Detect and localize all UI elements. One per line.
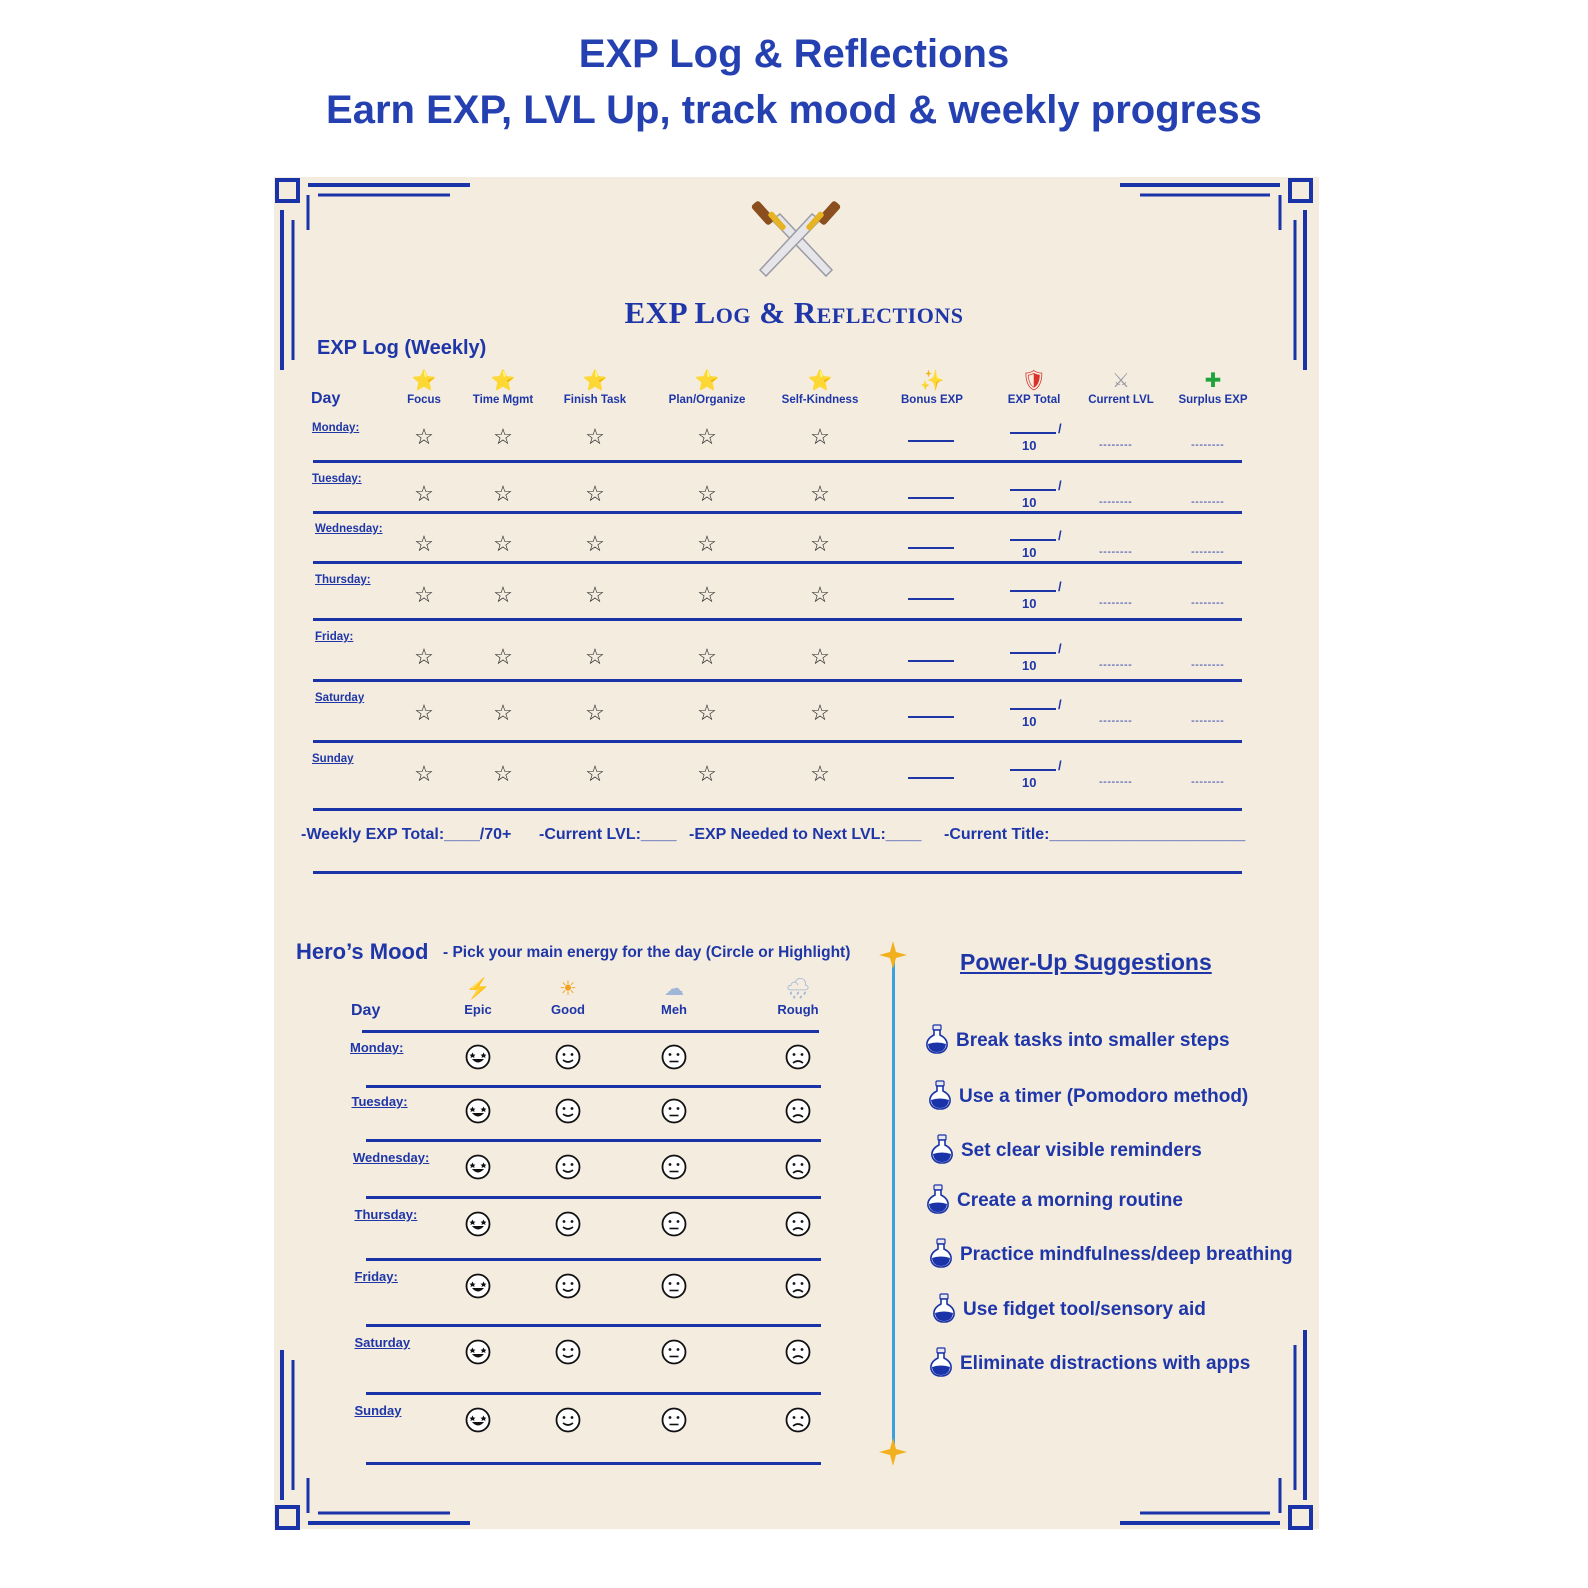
mood-title: Hero’s Mood [296, 939, 429, 964]
star-checkbox[interactable]: ☆ [697, 700, 717, 725]
mood-rough-face-icon[interactable] [785, 1154, 811, 1180]
mood-good-face-icon[interactable] [555, 1044, 581, 1070]
star-checkbox[interactable]: ☆ [414, 700, 434, 725]
star-checkbox[interactable]: ☆ [810, 424, 830, 449]
exp-day-label: Monday: [312, 422, 360, 434]
star-checkbox[interactable]: ☆ [697, 644, 717, 669]
star-checkbox[interactable]: ☆ [585, 582, 605, 607]
mood-rough-face-icon[interactable] [785, 1407, 811, 1433]
powerup-item: Practice mindfulness/deep breathing [960, 1244, 1293, 1265]
mood-header-meh: Meh [661, 1002, 687, 1017]
exp-total-blank[interactable] [1010, 708, 1056, 710]
column-icon-3: ⭐ [694, 370, 720, 392]
column-icon-4: ⭐ [807, 370, 833, 392]
exp-log-title: EXP Log (Weekly) [317, 337, 487, 359]
crossed-swords-icon [750, 190, 842, 282]
star-checkbox[interactable]: ☆ [697, 582, 717, 607]
mood-header-divider [362, 1030, 819, 1033]
star-checkbox[interactable]: ☆ [697, 531, 717, 556]
mood-rough-face-icon[interactable] [785, 1273, 811, 1299]
mood-day-label: Friday: [354, 1269, 398, 1284]
mood-rough-face-icon[interactable] [785, 1211, 811, 1237]
mood-good-face-icon[interactable] [555, 1273, 581, 1299]
star-checkbox[interactable]: ☆ [493, 582, 513, 607]
mood-icon-meh: ☁ [664, 978, 684, 1000]
star-checkbox[interactable]: ☆ [810, 761, 830, 786]
current-lvl-blank[interactable]: -------- [1099, 546, 1133, 558]
bonus-exp-blank[interactable] [908, 777, 954, 779]
star-checkbox[interactable]: ☆ [810, 700, 830, 725]
mood-day-header: Day [351, 1002, 381, 1019]
column-header-current-lvl: Current LVL [1088, 394, 1154, 406]
mood-meh-face-icon[interactable] [661, 1273, 687, 1299]
mood-good-face-icon[interactable] [555, 1211, 581, 1237]
mood-icon-epic: ⚡ [465, 978, 491, 1000]
mood-row-divider [366, 1258, 821, 1261]
exp-total-denominator: 10 [1022, 495, 1037, 510]
mood-epic-face-icon[interactable] [465, 1044, 491, 1070]
exp-day-label: Tuesday: [312, 473, 362, 485]
exp-total-denominator: 10 [1022, 596, 1037, 611]
current-title-field[interactable]: -Current Title:______________________ [944, 826, 1246, 843]
exp-row-divider [313, 808, 1242, 811]
potion-flask-icon [928, 1347, 954, 1377]
bonus-exp-blank[interactable] [908, 660, 954, 662]
exp-row-divider [313, 740, 1242, 743]
exp-total-blank[interactable] [1010, 590, 1056, 592]
star-checkbox[interactable]: ☆ [493, 644, 513, 669]
mood-epic-face-icon[interactable] [465, 1098, 491, 1124]
potion-flask-icon [924, 1024, 950, 1054]
star-checkbox[interactable]: ☆ [493, 700, 513, 725]
exp-total-slash: / [1058, 697, 1062, 712]
star-checkbox[interactable]: ☆ [697, 761, 717, 786]
powerup-item: Eliminate distractions with apps [960, 1353, 1251, 1374]
mood-row-divider [366, 1324, 821, 1327]
column-icon-1: ⭐ [490, 370, 516, 392]
mood-meh-face-icon[interactable] [661, 1098, 687, 1124]
surplus-exp-blank[interactable]: -------- [1191, 439, 1225, 451]
column-header-exp-total: EXP Total [1007, 394, 1061, 406]
mood-rough-face-icon[interactable] [785, 1339, 811, 1365]
star-checkbox[interactable]: ☆ [810, 644, 830, 669]
mood-rough-face-icon[interactable] [785, 1044, 811, 1070]
exp-row-divider [313, 618, 1242, 621]
mood-day-label: Saturday [354, 1335, 411, 1350]
sparkle-bottom-icon [878, 1437, 908, 1467]
column-header-bonus-exp: Bonus EXP [901, 394, 963, 406]
mood-day-label: Wednesday: [353, 1150, 430, 1165]
mood-day-label: Sunday [354, 1403, 402, 1418]
powerup-item: Set clear visible reminders [961, 1140, 1202, 1161]
star-checkbox[interactable]: ☆ [810, 582, 830, 607]
exp-day-label: Saturday [315, 692, 365, 704]
mood-icon-rough: 🌧 [785, 978, 811, 1000]
current-lvl-blank[interactable]: -------- [1099, 715, 1133, 727]
exp-row-divider [313, 511, 1242, 514]
star-checkbox[interactable]: ☆ [414, 644, 434, 669]
column-header-surplus-exp: Surplus EXP [1178, 394, 1248, 406]
current-lvl-blank[interactable]: -------- [1099, 496, 1133, 508]
exp-row-divider [313, 561, 1242, 564]
surplus-exp-blank[interactable]: -------- [1191, 597, 1225, 609]
exp-needed-field[interactable]: -EXP Needed to Next LVL:____ [689, 826, 922, 843]
potion-flask-icon [927, 1080, 953, 1110]
current-lvl-blank[interactable]: -------- [1099, 439, 1133, 451]
column-header-self-kindness: Self-Kindness [781, 394, 859, 406]
mood-good-face-icon[interactable] [555, 1407, 581, 1433]
mood-good-face-icon[interactable] [555, 1098, 581, 1124]
mood-icon-good: ☀ [559, 978, 577, 1000]
exp-total-denominator: 10 [1022, 714, 1037, 729]
star-checkbox[interactable]: ☆ [493, 531, 513, 556]
exp-row-divider [313, 460, 1242, 463]
exp-total-denominator: 10 [1022, 545, 1037, 560]
bonus-exp-blank[interactable] [908, 547, 954, 549]
mood-day-label: Tuesday: [351, 1094, 408, 1109]
star-checkbox[interactable]: ☆ [493, 481, 513, 506]
sparkle-top-icon [878, 940, 908, 970]
current-lvl-field[interactable]: -Current LVL:____ [539, 826, 677, 843]
surplus-exp-blank[interactable]: -------- [1191, 776, 1225, 788]
exp-day-label: Thursday: [315, 574, 371, 586]
exp-total-blank[interactable] [1010, 432, 1056, 434]
mood-good-face-icon[interactable] [555, 1339, 581, 1365]
mood-header-good: Good [551, 1002, 585, 1017]
mood-row-divider [366, 1085, 821, 1088]
star-checkbox[interactable]: ☆ [414, 582, 434, 607]
exp-total-blank[interactable] [1010, 539, 1056, 541]
column-header-plan-organize: Plan/Organize [668, 394, 746, 406]
exp-total-denominator: 10 [1022, 775, 1037, 790]
exp-total-slash: / [1058, 421, 1062, 436]
star-checkbox[interactable]: ☆ [585, 531, 605, 556]
surplus-exp-blank[interactable]: -------- [1191, 659, 1225, 671]
exp-total-slash: / [1058, 758, 1062, 773]
mood-epic-face-icon[interactable] [465, 1339, 491, 1365]
surplus-exp-blank[interactable]: -------- [1191, 496, 1225, 508]
bonus-exp-blank[interactable] [908, 716, 954, 718]
mood-epic-face-icon[interactable] [465, 1407, 491, 1433]
exp-total-denominator: 10 [1022, 438, 1037, 453]
mood-row-divider [366, 1462, 821, 1465]
exp-total-slash: / [1058, 641, 1062, 656]
mood-epic-face-icon[interactable] [465, 1211, 491, 1237]
current-lvl-blank[interactable]: -------- [1099, 776, 1133, 788]
star-checkbox[interactable]: ☆ [414, 761, 434, 786]
exp-row-divider [313, 679, 1242, 682]
mood-meh-face-icon[interactable] [661, 1211, 687, 1237]
column-icon-6: 🛡 [1021, 370, 1047, 392]
exp-total-blank[interactable] [1010, 489, 1056, 491]
star-checkbox[interactable]: ☆ [585, 644, 605, 669]
mood-rough-face-icon[interactable] [785, 1098, 811, 1124]
potion-flask-icon [928, 1238, 954, 1268]
star-checkbox[interactable]: ☆ [810, 531, 830, 556]
mood-meh-face-icon[interactable] [661, 1339, 687, 1365]
column-icon-7: ⚔ [1112, 370, 1130, 392]
star-checkbox[interactable]: ☆ [697, 481, 717, 506]
potion-flask-icon [931, 1293, 957, 1323]
star-checkbox[interactable]: ☆ [585, 700, 605, 725]
column-icon-0: ⭐ [411, 370, 437, 392]
powerup-item: Create a morning routine [957, 1190, 1183, 1211]
summary-divider [313, 871, 1242, 874]
exp-log-day-header: Day [311, 390, 341, 407]
mood-header-epic: Epic [464, 1002, 492, 1017]
column-icon-5: ✨ [919, 370, 945, 392]
powerups-title: Power-Up Suggestions [960, 949, 1212, 975]
weekly-exp-total-field[interactable]: -Weekly EXP Total:____/70+ [301, 826, 512, 843]
potion-flask-icon [925, 1184, 951, 1214]
powerup-item: Use a timer (Pomodoro method) [959, 1086, 1249, 1107]
mood-good-face-icon[interactable] [555, 1154, 581, 1180]
exp-day-label: Friday: [315, 631, 354, 643]
mood-row-divider [366, 1392, 821, 1395]
powerup-item: Break tasks into smaller steps [956, 1030, 1230, 1051]
potion-flask-icon [929, 1134, 955, 1164]
mood-header-rough: Rough [777, 1002, 819, 1017]
star-checkbox[interactable]: ☆ [414, 481, 434, 506]
mood-meh-face-icon[interactable] [661, 1044, 687, 1070]
mood-row-divider [366, 1139, 821, 1142]
page-subtitle: Earn EXP, LVL Up, track mood & weekly progress [326, 88, 1262, 132]
mood-epic-face-icon[interactable] [465, 1154, 491, 1180]
powerup-item: Use fidget tool/sensory aid [963, 1299, 1206, 1320]
column-icon-8: ✚ [1204, 370, 1222, 392]
exp-total-slash: / [1058, 579, 1062, 594]
star-checkbox[interactable]: ☆ [585, 424, 605, 449]
mood-day-label: Thursday: [354, 1207, 418, 1222]
column-header-finish-task: Finish Task [563, 394, 627, 406]
bonus-exp-blank[interactable] [908, 598, 954, 600]
exp-total-blank[interactable] [1010, 652, 1056, 654]
section-divider [892, 955, 895, 1449]
star-checkbox[interactable]: ☆ [810, 481, 830, 506]
exp-total-blank[interactable] [1010, 769, 1056, 771]
star-checkbox[interactable]: ☆ [493, 761, 513, 786]
current-lvl-blank[interactable]: -------- [1099, 597, 1133, 609]
star-checkbox[interactable]: ☆ [493, 424, 513, 449]
surplus-exp-blank[interactable]: -------- [1191, 546, 1225, 558]
mood-meh-face-icon[interactable] [661, 1154, 687, 1180]
exp-day-label: Wednesday: [315, 523, 383, 535]
mood-epic-face-icon[interactable] [465, 1273, 491, 1299]
bonus-exp-blank[interactable] [908, 440, 954, 442]
mood-meh-face-icon[interactable] [661, 1407, 687, 1433]
exp-total-slash: / [1058, 528, 1062, 543]
page-title: EXP Log & Reflections [578, 32, 1010, 76]
star-checkbox[interactable]: ☆ [414, 531, 434, 556]
mood-day-label: Monday: [350, 1040, 404, 1055]
mood-row-divider [366, 1196, 821, 1199]
surplus-exp-blank[interactable]: -------- [1191, 715, 1225, 727]
column-header-focus: Focus [407, 394, 441, 406]
star-checkbox[interactable]: ☆ [414, 424, 434, 449]
column-icon-2: ⭐ [582, 370, 608, 392]
exp-day-label: Sunday [312, 753, 354, 765]
star-checkbox[interactable]: ☆ [585, 761, 605, 786]
star-checkbox[interactable]: ☆ [585, 481, 605, 506]
column-header-time-mgmt: Time Mgmt [472, 394, 534, 406]
worksheet-title: EXP Log & Reflections [624, 295, 964, 330]
mood-subtitle: - Pick your main energy for the day (Circle or Highlight) [443, 944, 851, 961]
star-checkbox[interactable]: ☆ [697, 424, 717, 449]
exp-total-denominator: 10 [1022, 658, 1037, 673]
exp-total-slash: / [1058, 478, 1062, 493]
current-lvl-blank[interactable]: -------- [1099, 659, 1133, 671]
bonus-exp-blank[interactable] [908, 497, 954, 499]
